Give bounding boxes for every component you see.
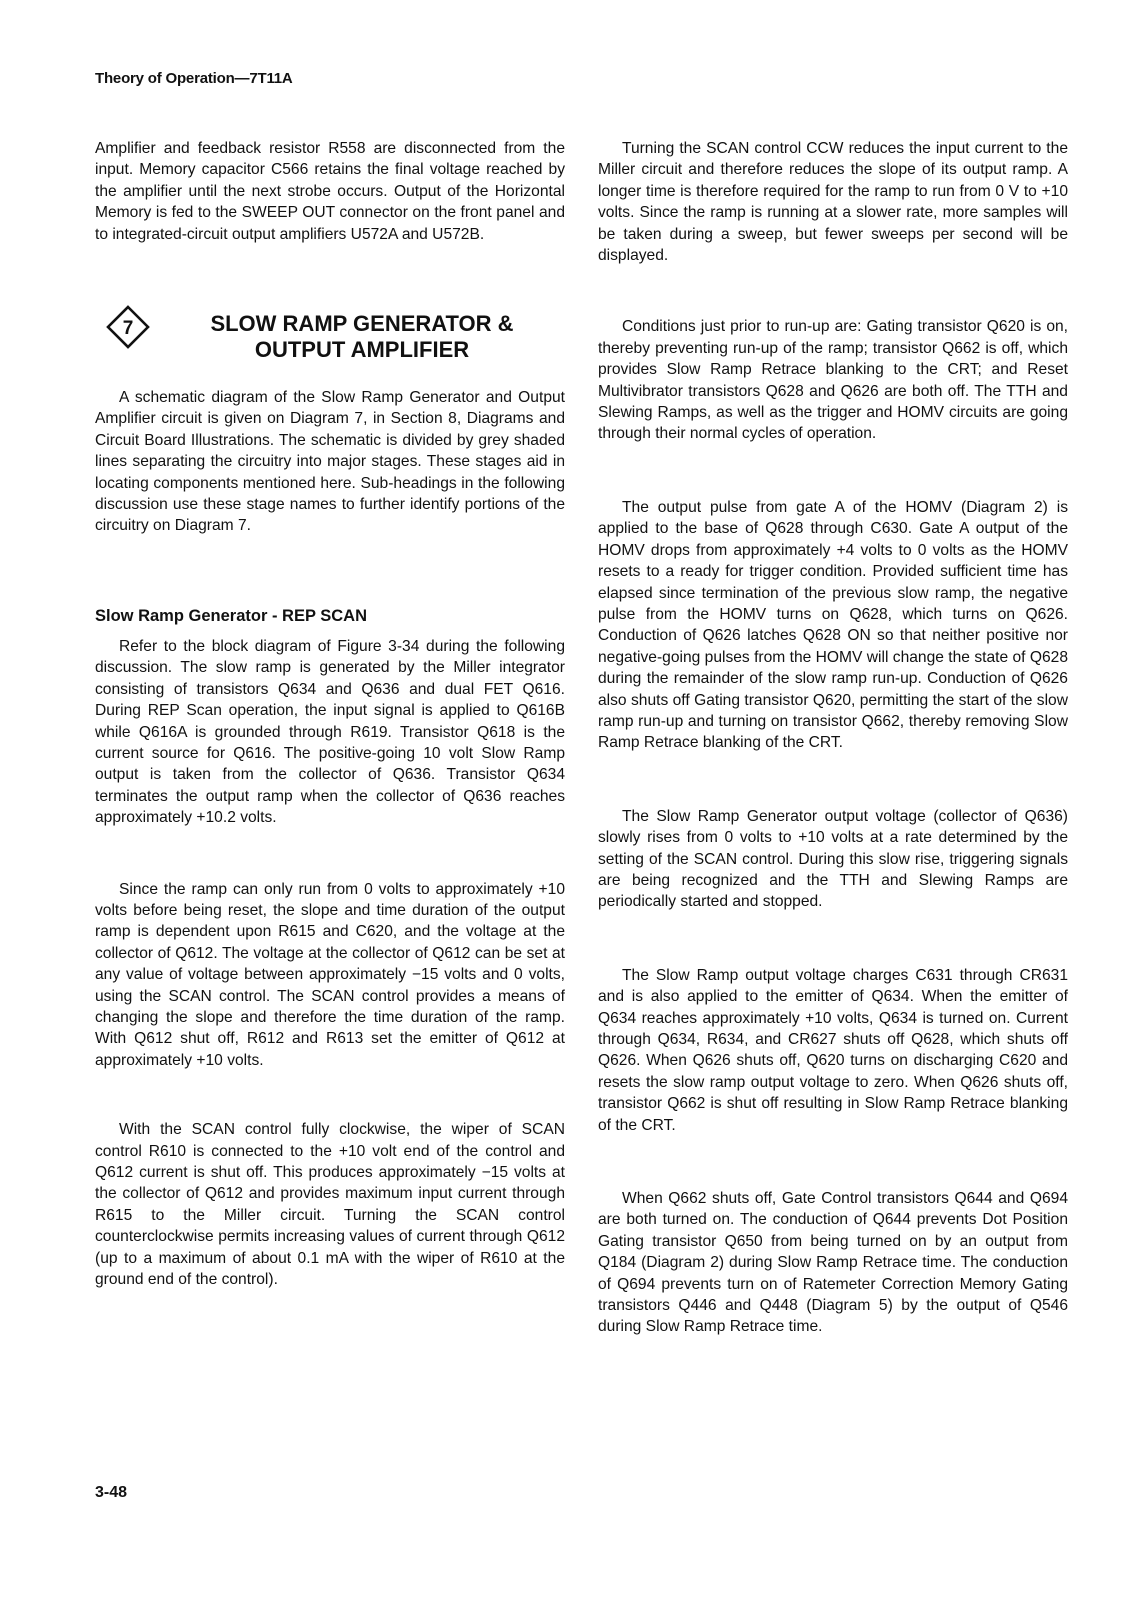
running-header: Theory of Operation—7T11A <box>95 70 293 87</box>
section-title <box>197 311 527 363</box>
subheading: Slow Ramp Generator - REP SCAN <box>95 606 368 625</box>
section-title-line1: SLOW RAMP GENERATOR & <box>210 311 514 337</box>
paragraph: The Slow Ramp Generator output voltage (collector of Q636) slowly rises from 0 volts to +10 volts at a rate determined by the setting of the SCAN control. During this slow rise, triggering signals are being recognized and the TTH and Slewing Ramps are periodically started and stopped. <box>598 807 1068 911</box>
paragraph: Conditions just prior to run-up are: Gating transistor Q620 is on, thereby preventing run-up of the ramp; transistor Q662 is off, which provides Slow Ramp Retrace blanking to the CRT; and Reset Multivibrator transistors Q628 and Q626 are both off. The TTH and Slewing Ramps, as well as the trigger and HOMV circuits are going through their normal cycles of operation. <box>598 318 1068 443</box>
paragraph: The Slow Ramp output voltage charges C631 through CR631 and is also applied to the emitter of Q634. When the emitter of Q634 reaches approximately +10 volts, Q634 is turned on. Current through Q634, R634, and CR627 shuts off Q628, which shuts off Q626. When Q626 shuts off, Q620 turns on discharging C620 and resets the slow ramp output voltage to zero. When Q626 shuts off, transistor Q662 is shut off resulting in Slow Ramp Retrace blanking of the CRT. <box>598 966 1068 1134</box>
paragraph: With the SCAN control fully clockwise, the wiper of SCAN control R610 is connected to the +10 volt end of the control and Q612 current is shut off. This produces approximately −15 volts at the collector of Q612 and provides maximum input current through R615 to the Miller circuit. Turning the SCAN control counterclockwise permits increasing values of current through Q612 (up to a maximum of about 0.1 mA with the wiper of R610 at the ground end of the control). <box>95 1121 565 1289</box>
diagram-number-diamond-icon <box>106 305 150 349</box>
paragraph: Turning the SCAN control CCW reduces the input current to the Miller circuit and therefore reduces the slope of its output ramp. A longer time is therefore required for the ramp to run from 0 V to +10 volts. Since the ramp is running at a slower rate, more samples will be taken during a sweep, but fewer sweeps per second will be displayed. <box>598 140 1068 265</box>
section-title-line2: OUTPUT AMPLIFIER <box>254 337 470 363</box>
paragraph: Refer to the block diagram of Figure 3-34 during the following discussion. The slow ramp is generated by the Miller integrator consisting of transistors Q634 and Q636 and dual FET Q616. During REP Scan operation, the input signal is applied to Q616B while Q616A is grounded through R619. Transistor Q618 is the current source for Q616. The positive-going 10 volt Slow Ramp output is taken from the collector of Q636. Transistor Q634 terminates the output ramp when the collector of Q636 reaches approximately +10.2 volts. <box>95 637 565 827</box>
paragraph: A schematic diagram of the Slow Ramp Generator and Output Amplifier circuit is given on Diagram 7, in Section 8, Diagrams and Circuit Board Illustrations. The schematic is divided by grey shaded lines separating the circuitry into major stages. These stages aid in locating components mentioned here. Sub-headings in the following discussion use these stage names to further identify portions of the circuitry on Diagram 7. <box>95 389 565 535</box>
right-column <box>598 138 1068 1338</box>
page-number: 3-48 <box>95 1484 128 1501</box>
paragraph: The output pulse from gate A of the HOMV (Diagram 2) is applied to the base of Q628 through C630. Gate A output of the HOMV drops from approximately +4 volts to 0 volts as the HOMV resets to a ready for trigger condition. Provided sufficient time has elapsed since termination of the previous slow ramp, the negative pulse from the HOMV turns on Q628, which turns on Q626. Conduction of Q626 latches Q628 ON so that neither positive nor negative-going pulses from the HOMV will change the state of Q628 during the remainder of the slow ramp run-up. Conduction of Q626 also shuts off Gating transistor Q620, permitting the start of the slow ramp run-up and turning on transistor Q662, thereby removing Slow Ramp Retrace blanking of the CRT. <box>598 498 1068 752</box>
paragraph: Amplifier and feedback resistor R558 are disconnected from the input. Memory capacitor C566 retains the final voltage reached by the amplifier until the next strobe occurs. Output of the Horizontal Memory is fed to the SWEEP OUT connector on the front panel and to integrated-circuit output amplifiers U572A and U572B. <box>95 140 565 243</box>
section-heading <box>95 299 565 387</box>
left-column <box>95 138 565 1290</box>
diagram-number: 7 <box>122 318 134 340</box>
paragraph: When Q662 shuts off, Gate Control transistors Q644 and Q694 are both turned on. The conduction of Q644 prevents Dot Position Gating transistor Q650 from being turned on by an output from Q184 (Diagram 2) during Slow Ramp Retrace time. The conduction of Q694 prevents turn on of Ratemeter Correction Memory Gating transistors Q446 and Q448 (Diagram 5) by the output of Q546 during Slow Ramp Retrace time. <box>598 1190 1068 1336</box>
paragraph: Since the ramp can only run from 0 volts to approximately +10 volts before being reset, the slope and time duration of the output ramp is dependent upon R615 and C620, and the voltage at the collector of Q612. The voltage at the collector of Q612 can be set at any value of voltage between approximately −15 volts and 0 volts, using the SCAN control. The SCAN control provides a means of changing the slope and therefore the time duration of the ramp. With Q612 shut off, R612 and R613 set the emitter of Q612 at approximately +10 volts. <box>95 880 565 1069</box>
